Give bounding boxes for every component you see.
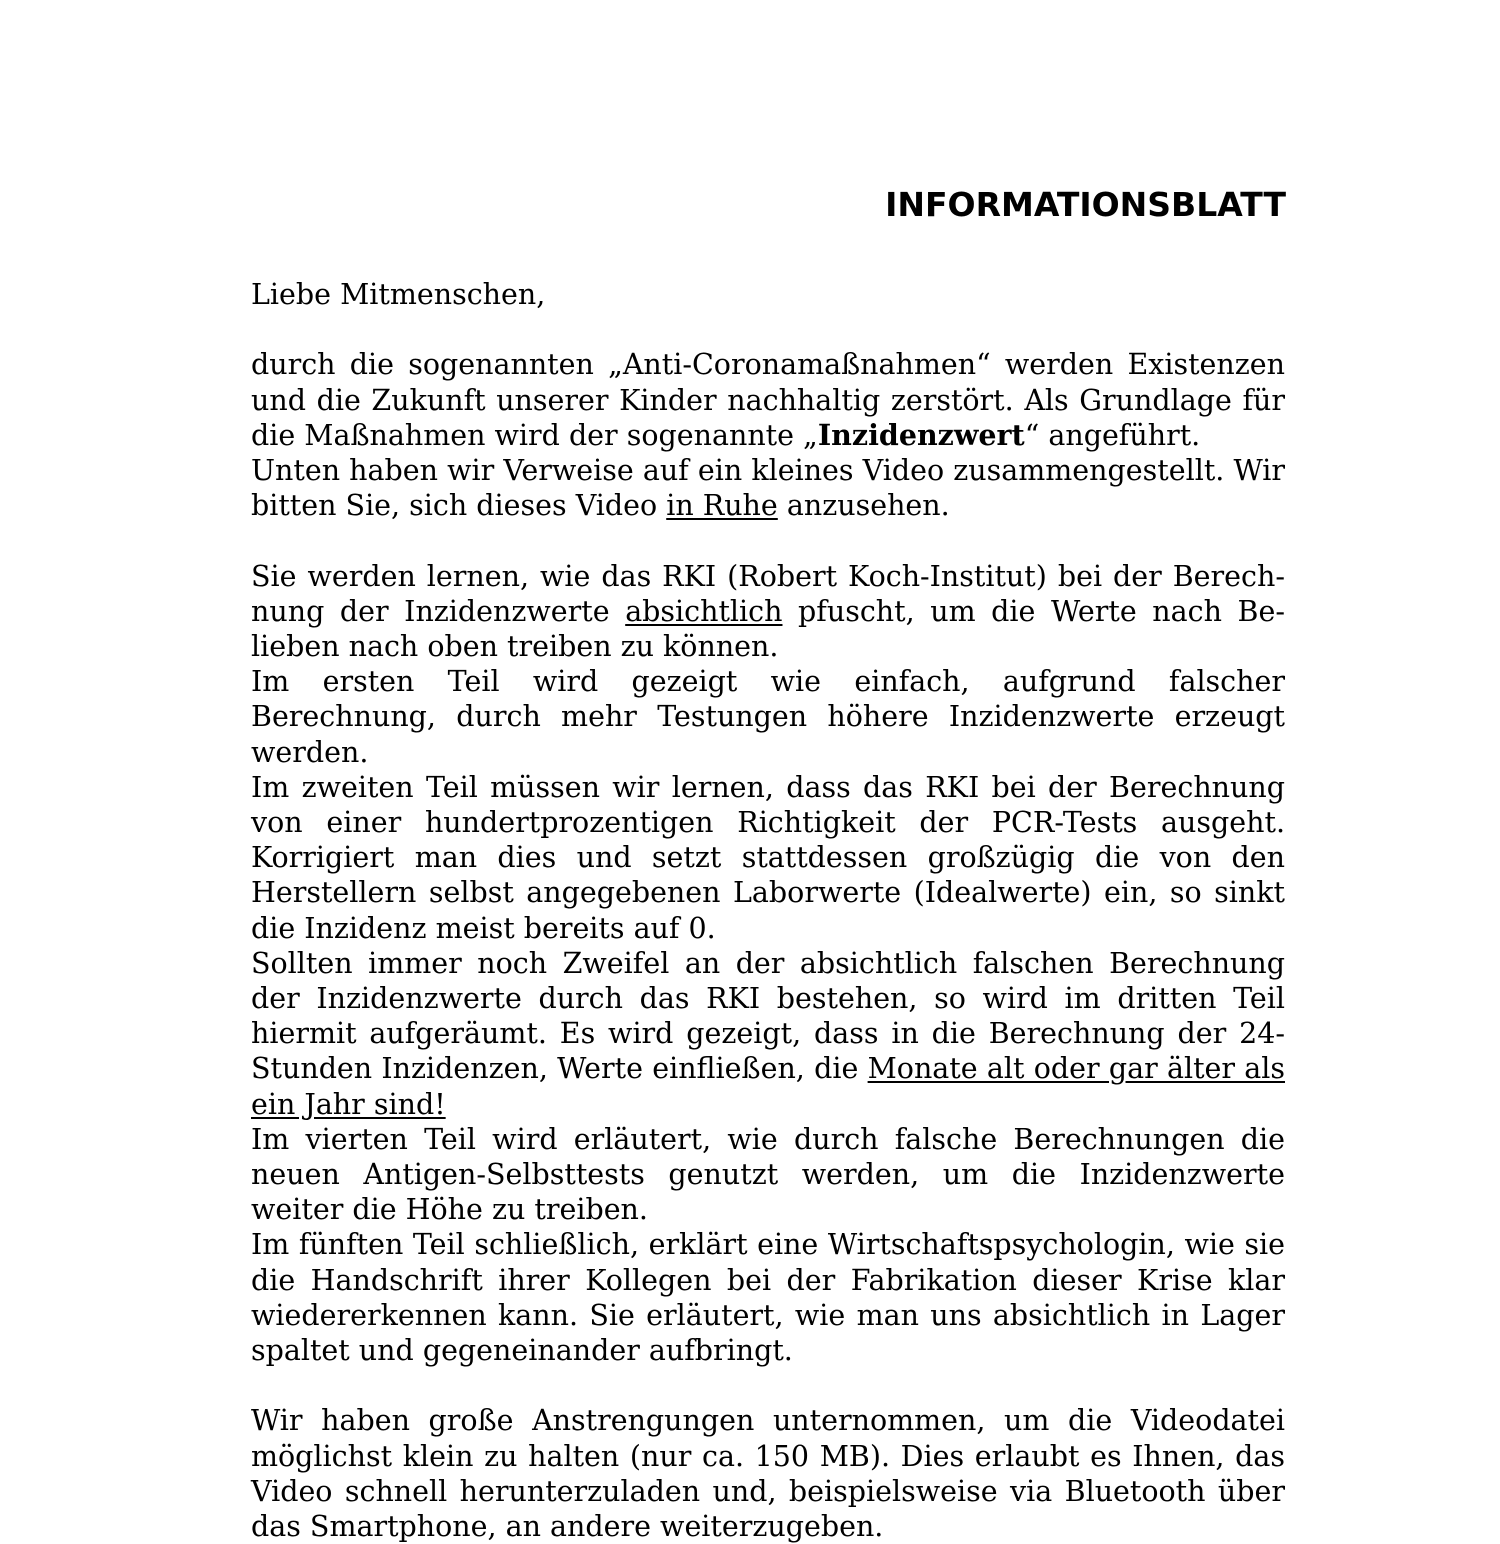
paragraph-part-four: Im vierten Teil wird erläutert, wie durch falsche Berechnungen die neuen Antigen-Selbsttests genutzt werden, um die Inzidenzwerte weiter die Höhe zu treiben.	[251, 1122, 1285, 1227]
bold-term: Inzidenzwert	[817, 417, 1025, 452]
underlined-text: absichtlich	[625, 594, 783, 628]
paragraph-text: “ angeführt.	[1024, 418, 1201, 452]
paragraph-gap	[251, 523, 1285, 558]
paragraph-video-file: Wir haben große Anstrengungen unternommen, um die Videodatei möglichst klein zu halten (nur ca. 150 MB). Dies erlaubt es Ihnen, das Video schnell herunterzuladen und, beispielsweise via Bluetooth über das Smartphone, an andere weiterzugeben.	[251, 1404, 1285, 1544]
paragraph-part-three	[251, 946, 1285, 1122]
document-body	[251, 277, 1285, 1544]
paragraph-text: Sollten immer noch Zweifel an der absichtlich falschen Berechnung der Inzidenzwerte durch das RKI bestehen, so wird im dritten Teil hiermit aufgeräumt. Es wird gezeigt, dass in die Berechnung der 24-Stunden Inzidenzen, Werte einfließen, die	[251, 946, 1285, 1086]
underlined-text: Monate alt oder gar älter als ein Jahr sind!	[251, 1052, 1285, 1121]
paragraph-part-five: Im fünften Teil schließlich, erklärt eine Wirtschaftspsychologin, wie sie die Handschrift ihrer Kollegen bei der Fabrikation dieser Krise klar wiedererkennen kann. Sie erläutert, wie man uns absichtlich in Lager spaltet und gegeneinander aufbringt.	[251, 1228, 1285, 1368]
salutation: Liebe Mitmenschen,	[251, 278, 546, 311]
document-title: INFORMATIONSBLATT	[885, 185, 1286, 224]
paragraph-text: Unten haben wir Verweise auf ein kleines Video zusammengestellt. Wir bitten Sie, sich dieses Video	[251, 454, 1285, 523]
paragraph-text: anzusehen.	[777, 489, 950, 523]
paragraph-gap	[251, 312, 1285, 347]
paragraph-text: durch die sogenannten „Anti-Coronamaßnahmen“ werden Existenzen und die Zukunft unserer Kinder nachhaltig zerstört. Als Grundlage für die Maßnahmen wird der sogenannte „	[251, 348, 1285, 452]
paragraph-part-one: Im ersten Teil wird gezeigt wie einfach, aufgrund falscher Berechnung, durch mehr Testungen höhere Inzidenzwerte erzeugt werden.	[251, 665, 1285, 769]
paragraph-text: Sie werden lernen, wie das RKI (Robert Koch-Institut) bei der Berechnung der Inzidenzwerte	[251, 559, 1285, 628]
paragraph-text: pfuscht, um die Werte nach Belieben nach oben treiben zu können.	[251, 594, 1285, 663]
paragraph-gap	[251, 1368, 1285, 1403]
paragraph-rki	[251, 559, 1285, 665]
paragraph-intro	[251, 347, 1285, 453]
paragraph-video-request	[251, 453, 1285, 523]
paragraph-part-two: Im zweiten Teil müssen wir lernen, dass das RKI bei der Berechnung von einer hundertprozentigen Richtigkeit der PCR-Tests ausgeht. Korrigiert man dies und setzt stattdessen großzügig die von den Herstellern selbst angegebenen Laborwerte (Idealwerte) ein, so sinkt die Inzidenz meist bereits auf 0.	[251, 770, 1285, 945]
underlined-text: in Ruhe	[666, 489, 778, 523]
